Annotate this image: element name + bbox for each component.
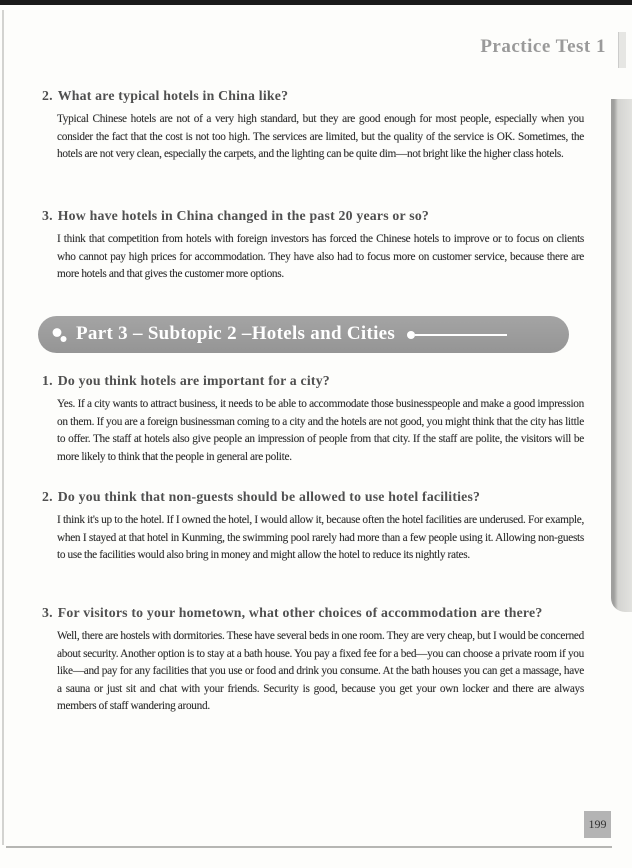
question-text: For visitors to your hometown, what other choices of accommodation are there? <box>57 605 543 620</box>
scan-top-edge <box>0 0 632 5</box>
question-number: 3. <box>42 605 53 620</box>
question-block-bottom-2 <box>42 489 585 565</box>
question-block-bottom-1 <box>42 373 585 466</box>
question-number: 1. <box>42 373 53 388</box>
question-text: Do you think hotels are important for a city? <box>57 373 330 388</box>
question-text: How have hotels in China changed in the past 20 years or so? <box>57 208 430 223</box>
question-title <box>42 605 585 621</box>
question-title <box>42 208 585 224</box>
question-text: Do you think that non-guests should be allowed to use hotel facilities? <box>57 489 481 504</box>
question-block-bottom-3 <box>42 605 585 716</box>
page-number-badge: 199 <box>584 811 611 838</box>
question-answer: Well, there are hostels with dormitories. These have several beds in one room. They are very cheap, but I would be concerned about security. Another option is to stay at a bath house. You pay a fixed fee for a bed—you can choose a private room if you like—and pay for any facilities that you use or food and drink you consume. At the bath houses you can get a massage, have a sauna or just sit and chat with your friends. Security is good, because you get your own locker and there are always members of staff wandering around. <box>57 630 584 713</box>
section-banner <box>38 316 569 353</box>
question-block-top-2 <box>42 88 585 164</box>
question-answer: I think that competition from hotels with foreign investors has forced the Chinese hotels to improve or to focus on clients who cannot pay high prices for accommodation. They have also had to focus more on customer service, because there are more hotels and that gives the customer more options. <box>57 233 584 281</box>
question-answer: I think it's up to the hotel. If I owned the hotel, I would allow it, because often the hotel facilities are underused. For example, when I stayed at that hotel in Kunming, the swimming pool rarely had more than a few people using it. Allowing non-guests to use the facilities would also bring in money and might allow the hotel to reduce its nightly rates. <box>57 514 584 562</box>
question-number: 2. <box>42 88 53 103</box>
book-edge-fragment <box>618 32 626 68</box>
scan-bottom-edge <box>6 846 612 848</box>
bullet-icon <box>407 331 415 339</box>
section-banner-title: Part 3 – Subtopic 2 –Hotels and Cities <box>76 322 396 344</box>
scan-left-edge <box>2 10 4 845</box>
book-page-edge <box>611 99 632 612</box>
page-header-title: Practice Test 1 <box>480 36 606 57</box>
question-number: 3. <box>42 208 53 223</box>
question-title <box>42 373 585 389</box>
question-answer: Typical Chinese hotels are not of a very high standard, but they are good enough for most people, especially when you consider the fact that the cost is not too high. The services are limited, but the quality of the service is OK. Sometimes, the hotels are not very clean, especially the carpets, and the lighting can be quite dim—not bright like the higher class hotels. <box>57 113 584 161</box>
question-title <box>42 489 585 505</box>
question-block-top-3 <box>42 208 585 284</box>
question-text: What are typical hotels in China like? <box>57 88 289 103</box>
banner-rule-line <box>415 334 507 336</box>
question-title <box>42 88 585 104</box>
question-answer: Yes. If a city wants to attract business, it needs to be able to accommodate those businesspeople and make a good impression on them. If you are a foreign businessman coming to a city and the hotels are not good, you might think that the city has little to offer. The staff at hotels also give people an impression of people from that city. If the staff are polite, the visitors will be more likely to think that the people in general are polite. <box>57 398 584 463</box>
question-number: 2. <box>42 489 53 504</box>
dots-icon <box>51 326 68 344</box>
